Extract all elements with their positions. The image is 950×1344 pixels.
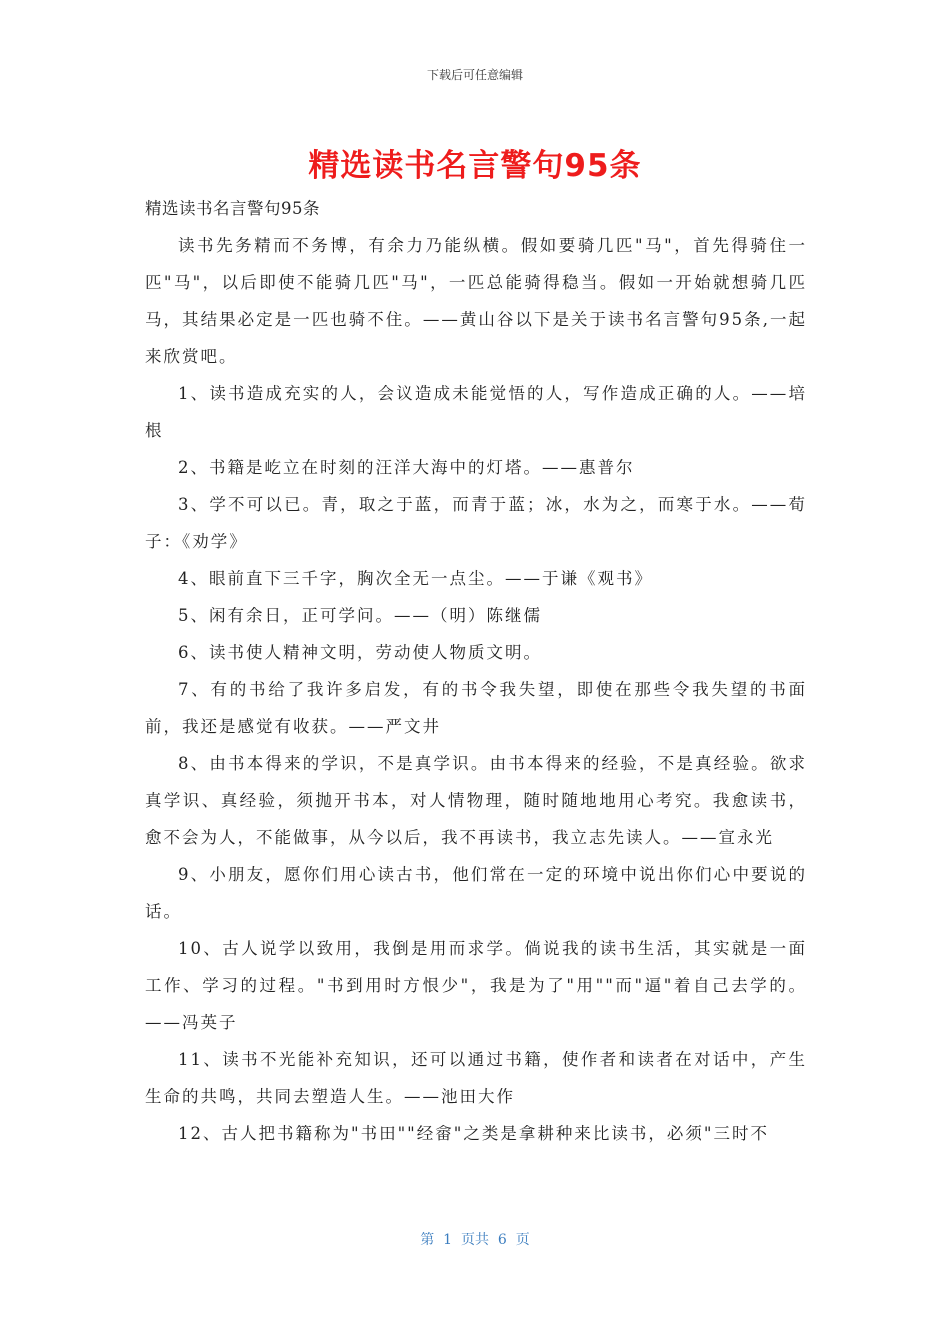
quote-item: 7、有的书给了我许多启发，有的书令我失望，即使在那些令我失望的书面前，我还是感觉有收获。——严文井	[145, 680, 807, 736]
intro-paragraph: 读书先务精而不务博，有余力乃能纵横。假如要骑几匹"马"，首先得骑住一匹"马"，以后即使不能骑几匹"马"，一匹总能骑得稳当。假如一开始就想骑几匹马，其结果必定是一匹也骑不住。——黄山谷以下是关于读书名言警句95条,一起来欣赏吧。	[145, 236, 807, 366]
page-number-footer: 第 1 页共 6 页	[420, 1232, 530, 1248]
document-title: 精选读书名言警句95条	[308, 148, 642, 184]
quote-item: 4、眼前直下三千字，胸次全无一点尘。——于谦《观书》	[178, 569, 653, 588]
quote-item: 11、读书不光能补充知识，还可以通过书籍，使作者和读者在对话中，产生生命的共鸣，共同去塑造人生。——池田大作	[145, 1050, 807, 1106]
quote-item: 1、读书造成充实的人，会议造成未能觉悟的人，写作造成正确的人。——培根	[145, 384, 807, 440]
quote-item: 9、小朋友，愿你们用心读古书，他们常在一定的环境中说出你们心中要说的话。	[145, 865, 807, 921]
quote-item: 12、古人把书籍称为"书田""经畲"之类是拿耕种来比读书，必须"三时不	[178, 1124, 769, 1143]
quote-item: 5、闲有余日，正可学问。——（明）陈继儒	[178, 606, 542, 625]
quote-item: 8、由书本得来的学识，不是真学识。由书本得来的经验，不是真经验。欲求真学识、真经验，须抛开书本，对人情物理，随时随地地用心考究。我愈读书，愈不会为人，不能做事，从今以后，我不再读书，我立志先读人。——宣永光	[145, 754, 807, 847]
header-note: 下载后可任意编辑	[426, 68, 523, 82]
quote-item: 3、学不可以已。青，取之于蓝，而青于蓝；冰，水为之，而寒于水。——荀子：《劝学》	[145, 495, 807, 551]
intro-heading-line: 精选读书名言警句95条	[145, 199, 320, 218]
document-body	[145, 190, 807, 1152]
quote-item: 6、读书使人精神文明，劳动使人物质文明。	[178, 643, 542, 662]
quote-item: 10、古人说学以致用，我倒是用而求学。倘说我的读书生活，其实就是一面工作、学习的过程。"书到用时方恨少"，我是为了"用""而"逼"着自己去学的。——冯英子	[145, 939, 807, 1032]
quote-item: 2、书籍是屹立在时刻的汪洋大海中的灯塔。——惠普尔	[178, 458, 635, 477]
